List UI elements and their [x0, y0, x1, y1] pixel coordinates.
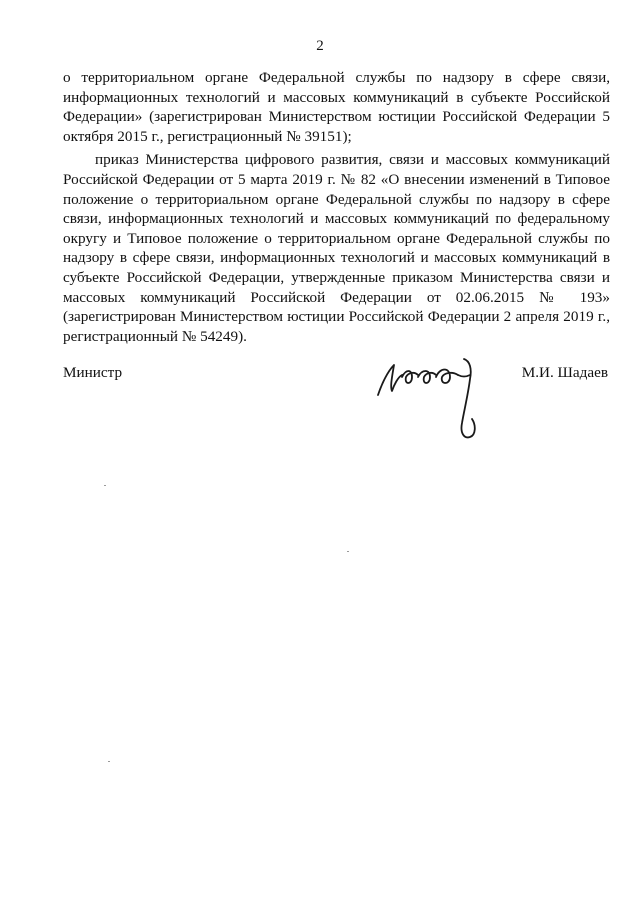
signer-name: М.И. Шадаев	[521, 364, 608, 381]
scan-artifact	[108, 761, 110, 762]
scan-artifact	[104, 485, 106, 486]
document-body	[63, 68, 610, 346]
paragraph-order-82: приказ Министерства цифрового развития, связи и массовых коммуникаций Российской Федерации от 5 марта 2019 г. № 82 «О внесении изменений в Типовое положение о территориальном органе Федеральной службы по надзору в сфере связи, информационных технологий и массовых коммуникаций по федеральному округу и Типовое положение о территориальном органе Федеральной службы по надзору в сфере связи, информационных технологий и массовых коммуникаций в субъекте Российской Федерации, утвержденные приказом Министерства связи и массовых коммуникаций Российской Федерации от 02.06.2015 № 193» (зарегистрирован Министерством юстиции Российской Федерации 2 апреля 2019 г., регистрационный № 54249).	[63, 151, 610, 345]
signer-position: Министр	[63, 364, 123, 381]
scan-artifact	[347, 551, 349, 552]
handwritten-signature	[372, 355, 502, 445]
paragraph-continuation: о территориальном органе Федеральной службы по надзору в сфере связи, информационных технологий и массовых коммуникаций в субъекте Российской Федерации» (зарегистрирован Министерством юстиции Российской Федерации 5 октября 2015 г., регистрационный № 39151);	[63, 69, 610, 145]
page-number: 2	[316, 38, 324, 54]
